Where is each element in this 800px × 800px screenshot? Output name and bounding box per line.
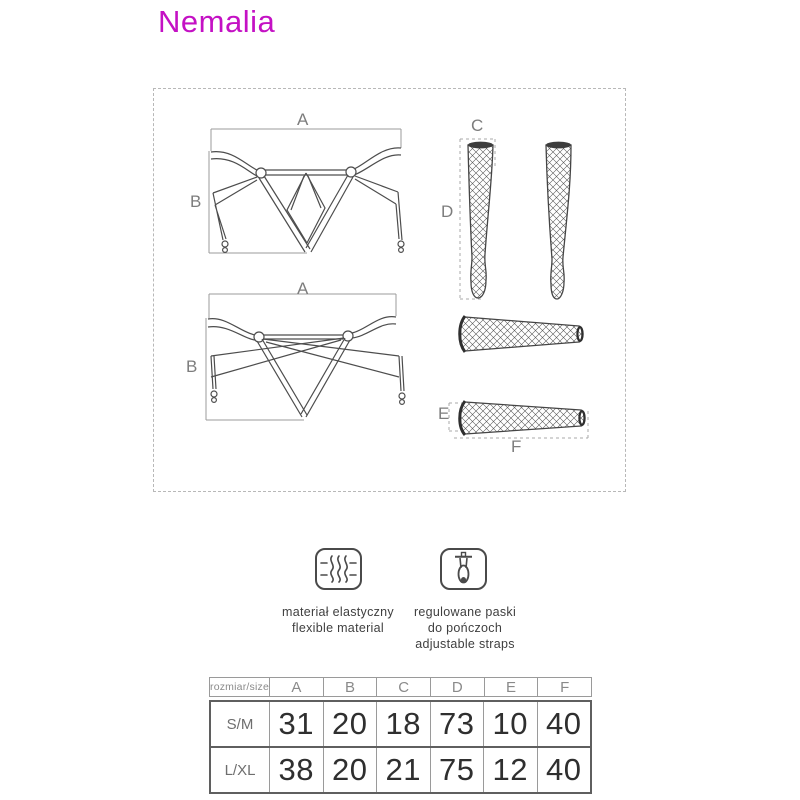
caption-line: do pończoch [427, 621, 503, 635]
table-row-lxl [211, 746, 590, 792]
table-header-f: F [537, 678, 591, 696]
cell-value: 40 [537, 702, 591, 746]
cell-value: 10 [483, 702, 537, 746]
garment-line-art [154, 89, 625, 491]
garter-belt-front-drawing [209, 129, 404, 253]
cell-value: 31 [269, 702, 323, 746]
table-header-size: rozmiar/size [210, 681, 269, 693]
feature-caption-straps [385, 604, 545, 652]
caption-line: adjustable straps [415, 637, 515, 651]
cell-value: 12 [483, 748, 537, 792]
garter-belt-back-drawing [206, 294, 405, 420]
caption-line: materiał elastyczny [282, 605, 394, 619]
table-header-b: B [323, 678, 377, 696]
table-header-a: A [269, 678, 323, 696]
technical-drawing-panel [153, 88, 626, 492]
dim-label-a-front: A [297, 110, 309, 129]
dim-label-e-sleeve: E [438, 404, 450, 423]
table-header-d: D [430, 678, 484, 696]
dim-label-d-stocking: D [441, 202, 454, 221]
size-table-body [209, 700, 592, 794]
dim-label-a-back: A [297, 279, 309, 298]
elastic-material-icon [315, 548, 362, 590]
cell-value: 21 [376, 748, 430, 792]
cell-value: 40 [537, 748, 591, 792]
cell-value: 18 [376, 702, 430, 746]
dim-label-f-sleeve: F [511, 437, 522, 456]
table-row-sm [211, 702, 590, 746]
row-label: S/M [226, 715, 254, 733]
dim-label-b-front: B [190, 192, 202, 211]
size-table [209, 677, 592, 794]
dim-label-c-stocking: C [471, 116, 484, 135]
adjustable-strap-icon [440, 548, 487, 590]
mesh-sleeve-top-drawing [460, 316, 583, 352]
table-header-c: C [376, 678, 430, 696]
cell-value: 20 [323, 702, 377, 746]
cell-value: 20 [323, 748, 377, 792]
cell-value: 38 [269, 748, 323, 792]
table-header-e: E [484, 678, 538, 696]
caption-line: regulowane paski [413, 605, 517, 619]
mesh-sleeve-bottom-drawing [449, 401, 588, 438]
cell-value: 73 [430, 702, 484, 746]
size-table-header [209, 677, 592, 697]
stockings-drawing [460, 139, 571, 299]
caption-line: flexible material [292, 621, 384, 635]
page-title: Nemalia [158, 4, 276, 39]
dim-label-b-back: B [186, 357, 198, 376]
row-label: L/XL [224, 761, 256, 779]
cell-value: 75 [430, 748, 484, 792]
